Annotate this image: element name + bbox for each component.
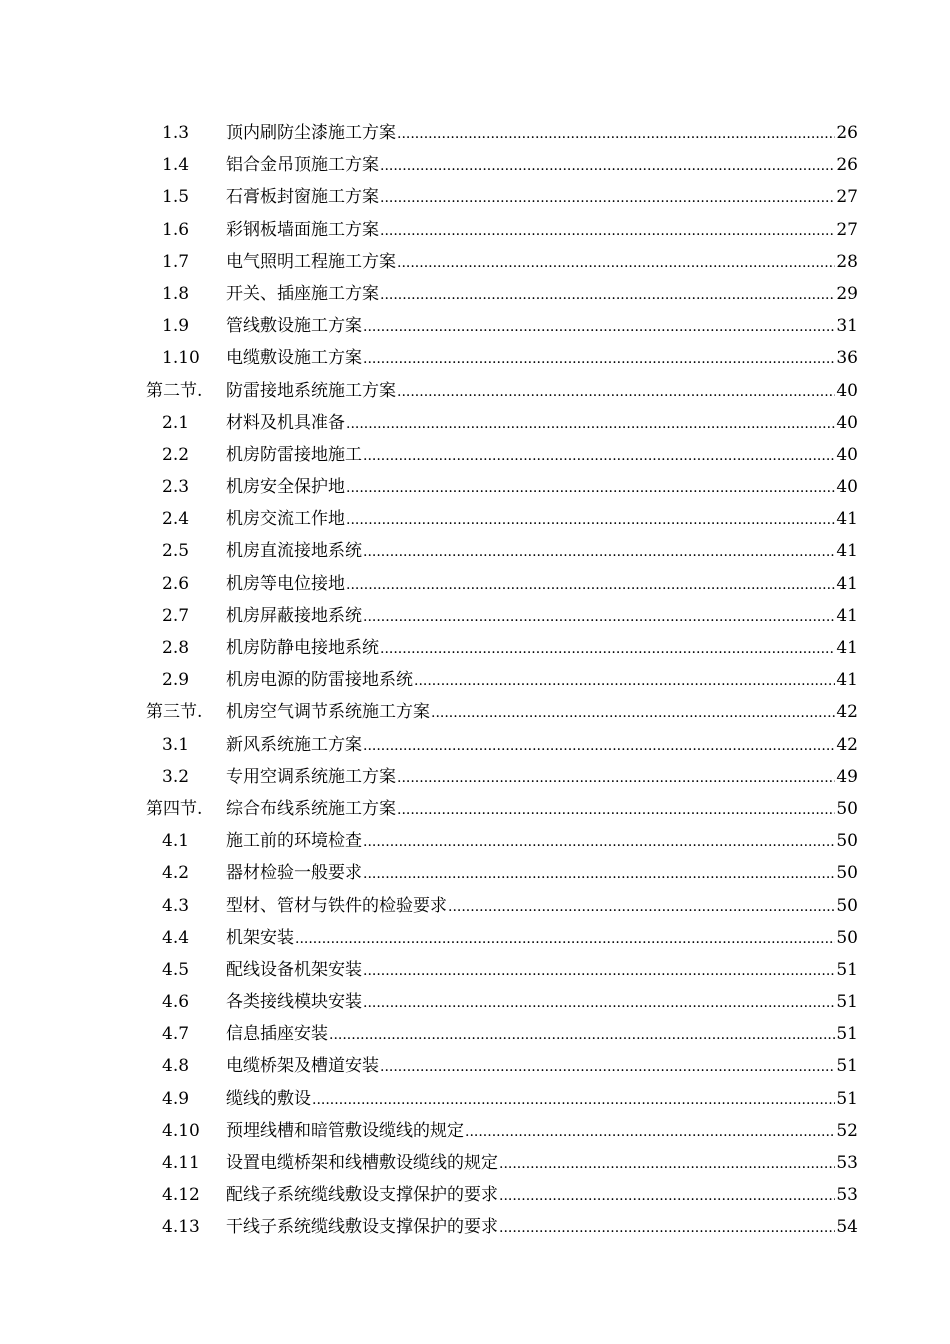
toc-subsection-entry[interactable] [0,664,950,696]
toc-entry-title: 型材、管材与铁件的检验要求 [226,890,448,922]
toc-dot-leader [380,633,835,665]
toc-entry-title: 机房交流工作地 [226,503,346,535]
toc-entry-number: 2.3 [162,477,190,498]
toc-subsection-entry[interactable] [0,342,950,374]
toc-dot-leader [414,665,835,697]
toc-entry-title: 干线子系统缆线敷设支撑保护的要求 [226,1211,499,1243]
toc-entry-title: 机房安全保护地 [226,471,346,503]
toc-entry-number: 4.9 [162,1088,190,1109]
toc-dot-leader [363,987,835,1019]
toc-entry-title: 设置电缆桥架和线槽敷设缆线的规定 [226,1147,499,1179]
toc-entry-line [226,954,858,987]
toc-subsection-entry[interactable] [0,600,950,632]
toc-subsection-entry[interactable] [0,825,950,857]
toc-dot-leader [363,311,835,343]
toc-entry-title: 配线设备机架安装 [226,954,363,986]
toc-dot-leader [363,826,835,858]
toc-entry-title: 电气照明工程施工方案 [226,246,397,278]
toc-entry-number: 4.13 [162,1217,200,1238]
toc-entry-title: 机架安装 [226,922,295,954]
toc-entry-line [226,825,858,858]
toc-dot-leader [397,247,835,279]
toc-entry-page-number: 50 [836,863,858,884]
toc-entry-number: 1.5 [162,187,190,208]
toc-dot-leader [397,762,835,794]
toc-dot-leader [499,1148,835,1180]
toc-entry-title: 材料及机具准备 [226,407,346,439]
toc-entry-page-number: 40 [836,380,858,401]
toc-entry-line [226,117,858,150]
toc-entry-number: 1.7 [162,251,190,272]
toc-entry-title: 防雷接地系统施工方案 [226,375,397,407]
toc-entry-line [226,986,858,1019]
toc-dot-leader [363,440,835,472]
toc-entry-number: 第四节. [146,798,203,819]
toc-entry-page-number: 50 [836,927,858,948]
toc-subsection-entry[interactable] [0,1083,950,1115]
toc-entry-number: 4.2 [162,863,190,884]
toc-entry-page-number: 41 [836,573,858,594]
toc-section-entry[interactable] [0,375,950,407]
toc-entry-page-number: 26 [836,123,858,143]
toc-dot-leader [363,601,835,633]
toc-entry-number: 2.1 [162,412,190,433]
toc-entry-title: 新风系统施工方案 [226,729,363,761]
toc-entry-line [226,922,858,955]
toc-dot-leader [312,1084,835,1116]
toc-entry-number: 4.10 [162,1120,200,1141]
toc-entry-number: 1.3 [162,123,190,143]
toc-entry-line [226,793,858,826]
toc-entry-line [226,761,858,794]
toc-entry-line [226,1179,858,1212]
toc-entry-number: 2.5 [162,541,190,562]
toc-entry-title: 预埋线槽和暗管敷设缆线的规定 [226,1115,465,1147]
toc-dot-leader [380,279,835,311]
toc-dot-leader [363,536,835,568]
toc-entry-page-number: 51 [836,1024,858,1045]
toc-entry-number: 4.11 [162,1153,200,1173]
toc-dot-leader [465,1116,835,1148]
toc-subsection-entry[interactable] [0,503,950,535]
toc-entry-line [226,664,858,697]
toc-dot-leader [397,376,835,408]
toc-entry-title: 施工前的环境检查 [226,825,363,857]
toc-entry-line [226,310,858,343]
toc-entry-line [226,471,858,504]
toc-entry-line [226,535,858,568]
toc-entry-title: 专用空调系统施工方案 [226,761,397,793]
toc-section-entry[interactable] [0,793,950,825]
toc-entry-line [226,439,858,472]
toc-dot-leader [363,343,835,375]
toc-entry-page-number: 41 [836,541,858,562]
toc-entry-title: 电缆桥架及槽道安装 [226,1050,380,1082]
toc-subsection-entry[interactable] [0,246,950,278]
toc-entry-line [226,632,858,665]
toc-entry-number: 4.4 [162,927,190,948]
toc-subsection-entry[interactable] [0,729,950,761]
toc-subsection-entry[interactable] [0,954,950,986]
toc-entry-line [226,1050,858,1083]
toc-subsection-entry[interactable] [0,214,950,246]
toc-subsection-entry[interactable] [0,568,950,600]
toc-entry-number: 2.6 [162,573,190,594]
toc-entry-number: 2.9 [162,670,190,691]
toc-entry-number: 第二节. [146,380,203,401]
toc-dot-leader [346,569,835,601]
toc-entry-page-number: 41 [836,605,858,626]
toc-entry-title: 综合布线系统施工方案 [226,793,397,825]
toc-entry-page-number: 51 [836,1088,858,1109]
toc-entry-page-number: 41 [836,670,858,691]
toc-entry-number: 2.2 [162,444,190,465]
toc-entry-title: 机房等电位接地 [226,568,346,600]
toc-entry-title: 机房空气调节系统施工方案 [226,696,431,728]
toc-entry-page-number: 51 [836,959,858,980]
toc-entry-line [226,503,858,536]
toc-entry-title: 器材检验一般要求 [226,857,363,889]
toc-entry-line [226,214,858,247]
toc-entry-page-number: 51 [836,992,858,1013]
toc-subsection-entry[interactable] [0,310,950,342]
toc-entry-line [226,729,858,762]
toc-entry-line [226,890,858,923]
toc-subsection-entry[interactable] [0,1147,950,1179]
toc-dot-leader [346,408,835,440]
toc-subsection-entry[interactable] [0,535,950,567]
toc-entry-number: 3.1 [162,734,190,755]
toc-subsection-entry[interactable] [0,857,950,889]
toc-entry-page-number: 40 [836,444,858,465]
toc-entry-title: 电缆敷设施工方案 [226,342,363,374]
toc-dot-leader [346,472,835,504]
toc-entry-page-number: 50 [836,895,858,916]
toc-subsection-entry[interactable] [0,1211,950,1243]
toc-entry-number: 1.8 [162,283,190,304]
toc-entry-number: 第三节. [146,702,203,723]
toc-entry-page-number: 26 [836,155,858,176]
toc-entry-page-number: 51 [836,1056,858,1077]
toc-dot-leader [363,955,835,987]
toc-subsection-entry[interactable] [0,439,950,471]
toc-entry-page-number: 50 [836,831,858,852]
toc-entry-page-number: 42 [836,734,858,755]
toc-subsection-entry[interactable] [0,407,950,439]
toc-dot-leader [380,150,835,182]
toc-entry-page-number: 40 [836,412,858,433]
toc-entry-number: 2.8 [162,638,190,658]
toc-entry-title: 信息插座安装 [226,1018,329,1050]
toc-subsection-entry[interactable] [0,1179,950,1211]
toc-entry-page-number: 53 [836,1185,858,1206]
toc-entry-number: 3.2 [162,766,190,787]
toc-entry-line [226,342,858,375]
toc-subsection-entry[interactable] [0,632,950,664]
toc-entry-line [226,1018,858,1051]
toc-subsection-entry[interactable] [0,1050,950,1082]
toc-dot-leader [380,1051,835,1083]
toc-entry-number: 4.5 [162,959,190,980]
toc-entry-page-number: 29 [836,283,858,304]
toc-entry-title: 机房屏蔽接地系统 [226,600,363,632]
toc-entry-line [226,1115,858,1148]
toc-entry-title: 彩钢板墙面施工方案 [226,214,380,246]
toc-entry-number: 1.4 [162,155,190,176]
toc-subsection-entry[interactable] [0,1115,950,1147]
toc-entry-number: 4.1 [162,831,190,852]
toc-dot-leader [431,697,835,729]
toc-entry-page-number: 27 [836,219,858,240]
toc-entry-line [226,600,858,633]
toc-entry-title: 开关、插座施工方案 [226,278,380,310]
toc-entry-number: 2.4 [162,509,190,530]
toc-subsection-entry[interactable] [0,181,950,213]
toc-entry-line [226,278,858,311]
toc-entry-number: 2.7 [162,605,190,626]
toc-entry-line [226,1147,858,1180]
toc-entry-title: 顶内刷防尘漆施工方案 [226,117,397,149]
toc-entry-number: 1.6 [162,219,190,240]
toc-entry-page-number: 50 [836,798,858,819]
toc-subsection-entry[interactable] [0,149,950,181]
toc-entry-line [226,1211,858,1244]
toc-dot-leader [397,118,835,150]
toc-entry-number: 4.7 [162,1024,190,1045]
toc-entry-page-number: 28 [836,251,858,272]
toc-dot-leader [295,923,835,955]
toc-entry-page-number: 52 [836,1120,858,1141]
toc-entry-page-number: 27 [836,187,858,208]
toc-entry-number: 4.3 [162,895,190,916]
toc-subsection-entry[interactable] [0,1018,950,1050]
toc-entry-page-number: 40 [836,477,858,498]
toc-entry-number: 4.6 [162,992,190,1013]
toc-entry-page-number: 42 [836,702,858,723]
toc-entry-page-number: 41 [836,509,858,530]
toc-subsection-entry[interactable] [0,117,950,149]
toc-section-entry[interactable] [0,696,950,728]
toc-dot-leader [397,794,835,826]
toc-subsection-entry[interactable] [0,761,950,793]
toc-dot-leader [329,1019,835,1051]
toc-entry-line [226,246,858,279]
toc-entry-page-number: 31 [836,316,858,337]
toc-entry-line [226,857,858,890]
toc-subsection-entry[interactable] [0,986,950,1018]
toc-dot-leader [499,1212,835,1244]
toc-dot-leader [499,1180,835,1212]
toc-entry-page-number: 49 [836,766,858,787]
toc-entry-number: 1.10 [162,348,200,369]
toc-entry-line [226,407,858,440]
toc-entry-page-number: 36 [836,348,858,369]
toc-entry-line [226,1083,858,1116]
toc-entry-page-number: 41 [836,638,858,658]
toc-dot-leader [380,215,835,247]
toc-entry-line [226,181,858,214]
toc-dot-leader [363,730,835,762]
toc-subsection-entry[interactable] [0,922,950,954]
toc-entry-title: 机房电源的防雷接地系统 [226,664,414,696]
toc-entry-number: 1.9 [162,316,190,337]
toc-entry-page-number: 54 [836,1217,858,1238]
toc-subsection-entry[interactable] [0,278,950,310]
toc-entry-title: 机房直流接地系统 [226,535,363,567]
toc-entry-title: 各类接线模块安装 [226,986,363,1018]
toc-subsection-entry[interactable] [0,471,950,503]
toc-dot-leader [380,182,835,214]
toc-entry-number: 4.8 [162,1056,190,1077]
toc-entry-title: 石膏板封窗施工方案 [226,181,380,213]
toc-entry-line [226,149,858,182]
table-of-contents [0,117,950,1244]
toc-dot-leader [448,891,835,923]
toc-dot-leader [346,504,835,536]
toc-entry-title: 铝合金吊顶施工方案 [226,149,380,181]
toc-entry-title: 缆线的敷设 [226,1083,312,1115]
toc-entry-title: 机房防雷接地施工 [226,439,363,471]
toc-entry-title: 管线敷设施工方案 [226,310,363,342]
toc-entry-line [226,375,858,408]
toc-entry-page-number: 53 [836,1153,858,1173]
toc-entry-line [226,568,858,601]
toc-entry-line [226,696,858,729]
toc-dot-leader [363,858,835,890]
toc-entry-title: 机房防静电接地系统 [226,632,380,664]
toc-entry-title: 配线子系统缆线敷设支撑保护的要求 [226,1179,499,1211]
toc-subsection-entry[interactable] [0,890,950,922]
toc-entry-number: 4.12 [162,1185,200,1206]
